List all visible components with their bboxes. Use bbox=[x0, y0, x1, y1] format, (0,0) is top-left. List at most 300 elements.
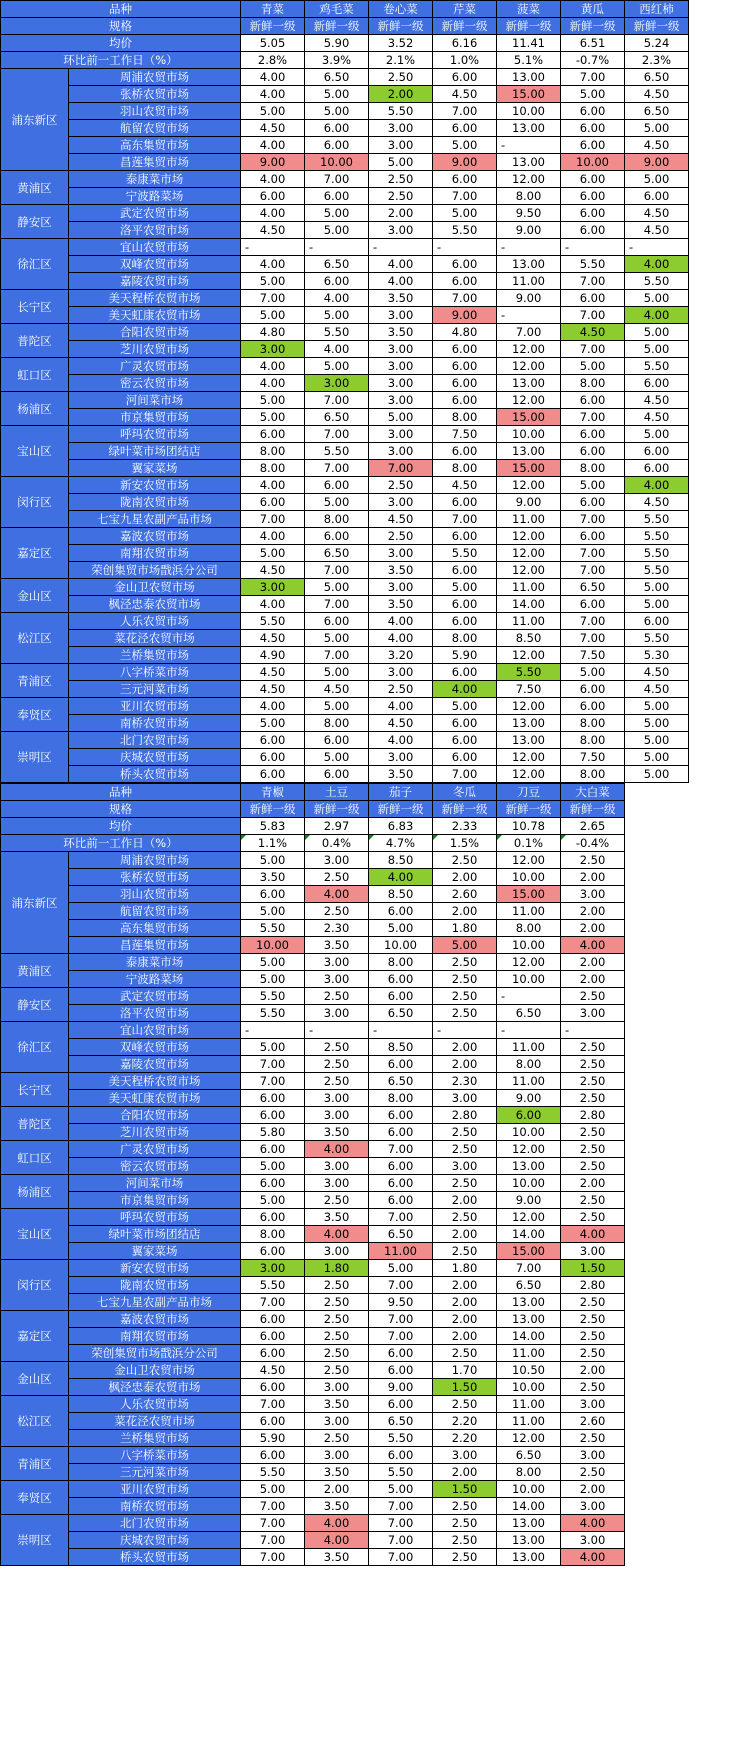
price-cell: 4.00 bbox=[241, 596, 305, 613]
price-cell: 8.00 bbox=[241, 460, 305, 477]
market-row bbox=[1, 1192, 689, 1209]
price-cell: 4.00 bbox=[305, 1226, 369, 1243]
price-cell: 12.00 bbox=[497, 562, 561, 579]
empty-cell bbox=[625, 1243, 689, 1260]
price-cell: 3.20 bbox=[369, 647, 433, 664]
price-cell: 2.50 bbox=[433, 1243, 497, 1260]
price-cell: 4.00 bbox=[369, 698, 433, 715]
market-row bbox=[1, 205, 689, 222]
market-name: 陇南农贸市场 bbox=[69, 494, 241, 511]
district-label: 奉贤区 bbox=[1, 698, 69, 732]
market-row bbox=[1, 1396, 689, 1413]
item-header: 青菜 bbox=[241, 1, 305, 18]
price-cell: 5.00 bbox=[625, 596, 689, 613]
market-row bbox=[1, 511, 689, 528]
price-cell: 1.50 bbox=[561, 1260, 625, 1277]
market-row bbox=[1, 171, 689, 188]
price-cell: 7.00 bbox=[369, 460, 433, 477]
price-cell: 7.00 bbox=[305, 562, 369, 579]
price-cell: 3.00 bbox=[369, 358, 433, 375]
empty-cell bbox=[625, 1447, 689, 1464]
price-cell: 10.00 bbox=[497, 937, 561, 954]
spec-cell: 新鲜一级 bbox=[241, 18, 305, 35]
price-cell: 10.00 bbox=[497, 971, 561, 988]
price-cell: 6.00 bbox=[625, 613, 689, 630]
price-cell: 12.00 bbox=[497, 698, 561, 715]
district-label: 长宁区 bbox=[1, 290, 69, 324]
price-cell: 13.00 bbox=[497, 1549, 561, 1566]
average-label: 均价 bbox=[1, 818, 241, 835]
price-cell: 2.50 bbox=[369, 171, 433, 188]
change-cell: 0.4% bbox=[305, 835, 369, 852]
market-name: 张桥农贸市场 bbox=[69, 86, 241, 103]
price-cell: 9.00 bbox=[497, 494, 561, 511]
price-cell: 9.00 bbox=[369, 1379, 433, 1396]
price-cell: 2.50 bbox=[561, 852, 625, 869]
price-cell: 7.50 bbox=[497, 681, 561, 698]
market-row bbox=[1, 869, 689, 886]
market-name: 七宝九星农副产品市场 bbox=[69, 511, 241, 528]
price-cell: 11.00 bbox=[369, 1243, 433, 1260]
price-cell: 4.50 bbox=[625, 137, 689, 154]
change-row bbox=[1, 52, 689, 69]
price-cell: 7.00 bbox=[241, 1532, 305, 1549]
price-cell: - bbox=[561, 239, 625, 256]
price-cell: 3.00 bbox=[305, 1175, 369, 1192]
average-cell: 5.83 bbox=[241, 818, 305, 835]
price-cell: 3.50 bbox=[305, 1498, 369, 1515]
price-cell: 6.00 bbox=[241, 1141, 305, 1158]
empty-cell bbox=[625, 1430, 689, 1447]
price-cell: 2.50 bbox=[369, 69, 433, 86]
price-cell: 3.00 bbox=[241, 579, 305, 596]
price-cell: 5.50 bbox=[241, 1005, 305, 1022]
market-row bbox=[1, 1141, 689, 1158]
price-cell: 4.50 bbox=[625, 222, 689, 239]
price-cell: 4.00 bbox=[241, 69, 305, 86]
price-cell: 3.00 bbox=[305, 1158, 369, 1175]
price-cell: 6.00 bbox=[369, 903, 433, 920]
price-cell: 2.50 bbox=[561, 1158, 625, 1175]
market-row bbox=[1, 154, 689, 171]
price-cell: 6.50 bbox=[305, 69, 369, 86]
spec-label: 规格 bbox=[1, 18, 241, 35]
spec-cell: 新鲜一级 bbox=[625, 18, 689, 35]
price-cell: 13.00 bbox=[497, 443, 561, 460]
market-name: 陇南农贸市场 bbox=[69, 1277, 241, 1294]
price-cell: 2.00 bbox=[561, 1175, 625, 1192]
price-cell: 2.50 bbox=[433, 1498, 497, 1515]
price-cell: 4.00 bbox=[241, 358, 305, 375]
price-cell: 5.50 bbox=[625, 528, 689, 545]
market-name: 庆城农贸市场 bbox=[69, 1532, 241, 1549]
market-row bbox=[1, 120, 689, 137]
price-cell: 3.50 bbox=[369, 766, 433, 783]
price-cell: 7.00 bbox=[433, 188, 497, 205]
price-cell: 10.00 bbox=[561, 154, 625, 171]
price-cell: 5.50 bbox=[433, 545, 497, 562]
market-row bbox=[1, 886, 689, 903]
district-label: 嘉定区 bbox=[1, 1311, 69, 1362]
price-cell: 5.50 bbox=[625, 511, 689, 528]
price-cell: 3.00 bbox=[561, 886, 625, 903]
price-cell: 12.00 bbox=[497, 1209, 561, 1226]
price-cell: 6.00 bbox=[433, 341, 497, 358]
price-cell: 3.00 bbox=[305, 971, 369, 988]
price-cell: 10.00 bbox=[497, 1175, 561, 1192]
price-cell: 5.50 bbox=[625, 273, 689, 290]
price-cell: 13.00 bbox=[497, 715, 561, 732]
price-cell: 4.00 bbox=[625, 477, 689, 494]
price-cell: 6.00 bbox=[561, 392, 625, 409]
price-cell: 7.00 bbox=[561, 545, 625, 562]
price-cell: 13.00 bbox=[497, 1294, 561, 1311]
market-row bbox=[1, 562, 689, 579]
market-row bbox=[1, 1175, 689, 1192]
price-cell: 8.00 bbox=[561, 715, 625, 732]
price-cell: 7.00 bbox=[241, 1073, 305, 1090]
market-row bbox=[1, 647, 689, 664]
price-cell: 6.00 bbox=[241, 1243, 305, 1260]
empty-cell bbox=[625, 869, 689, 886]
average-row bbox=[1, 818, 689, 835]
price-cell: 6.00 bbox=[561, 698, 625, 715]
price-cell: 4.00 bbox=[625, 307, 689, 324]
price-cell: - bbox=[497, 137, 561, 154]
price-cell: 5.00 bbox=[305, 86, 369, 103]
market-row bbox=[1, 222, 689, 239]
market-row bbox=[1, 290, 689, 307]
price-cell: 3.00 bbox=[369, 392, 433, 409]
price-cell: 6.00 bbox=[241, 886, 305, 903]
market-name: 高东集贸市场 bbox=[69, 920, 241, 937]
market-row bbox=[1, 103, 689, 120]
market-name: 羽山农贸市场 bbox=[69, 103, 241, 120]
price-cell: 2.00 bbox=[433, 1294, 497, 1311]
price-cell: 2.50 bbox=[305, 1345, 369, 1362]
price-cell: 6.00 bbox=[433, 528, 497, 545]
price-cell: 2.50 bbox=[305, 1294, 369, 1311]
market-row bbox=[1, 1277, 689, 1294]
price-cell: 7.00 bbox=[241, 511, 305, 528]
item-header: 西红柿 bbox=[625, 1, 689, 18]
price-cell: - bbox=[433, 1022, 497, 1039]
price-cell: 10.00 bbox=[369, 937, 433, 954]
price-cell: 4.00 bbox=[369, 732, 433, 749]
empty-cell bbox=[625, 835, 689, 852]
market-row bbox=[1, 86, 689, 103]
market-row bbox=[1, 1243, 689, 1260]
price-cell: 4.50 bbox=[625, 86, 689, 103]
district-label: 嘉定区 bbox=[1, 528, 69, 579]
market-row bbox=[1, 1328, 689, 1345]
price-cell: 2.50 bbox=[305, 988, 369, 1005]
price-cell: 12.00 bbox=[497, 545, 561, 562]
variety-header: 品种 bbox=[1, 784, 241, 801]
market-name: 美天程桥农贸市场 bbox=[69, 1073, 241, 1090]
price-cell: 5.00 bbox=[305, 664, 369, 681]
spec-cell: 新鲜一级 bbox=[497, 18, 561, 35]
price-cell: 3.00 bbox=[561, 1532, 625, 1549]
price-cell: 2.50 bbox=[433, 1532, 497, 1549]
price-cell: 6.00 bbox=[369, 1124, 433, 1141]
price-cell: 4.50 bbox=[625, 664, 689, 681]
market-name: 美天程桥农贸市场 bbox=[69, 290, 241, 307]
price-cell: 7.00 bbox=[369, 1311, 433, 1328]
market-name: 呼玛农贸市场 bbox=[69, 426, 241, 443]
market-name: 洛平农贸市场 bbox=[69, 222, 241, 239]
change-cell: -0.7% bbox=[561, 52, 625, 69]
price-cell: 11.00 bbox=[497, 613, 561, 630]
price-cell: 11.00 bbox=[497, 1039, 561, 1056]
price-cell: 14.00 bbox=[497, 1328, 561, 1345]
district-label: 黄浦区 bbox=[1, 954, 69, 988]
price-cell: 4.50 bbox=[241, 1362, 305, 1379]
price-cell: 2.00 bbox=[433, 1056, 497, 1073]
price-cell: 7.00 bbox=[497, 324, 561, 341]
average-cell: 2.65 bbox=[561, 818, 625, 835]
price-cell: 5.50 bbox=[241, 920, 305, 937]
market-row bbox=[1, 1413, 689, 1430]
price-cell: 11.00 bbox=[497, 903, 561, 920]
price-cell: 11.00 bbox=[497, 1073, 561, 1090]
market-name: 桥头农贸市场 bbox=[69, 1549, 241, 1566]
average-row bbox=[1, 35, 689, 52]
price-cell: 3.00 bbox=[241, 1260, 305, 1277]
price-cell: 7.00 bbox=[241, 1294, 305, 1311]
price-cell: 5.00 bbox=[241, 103, 305, 120]
price-cell: 6.00 bbox=[433, 596, 497, 613]
market-name: 航留农贸市场 bbox=[69, 903, 241, 920]
spec-cell: 新鲜一级 bbox=[369, 18, 433, 35]
price-cell: 4.80 bbox=[241, 324, 305, 341]
price-cell: 10.00 bbox=[305, 154, 369, 171]
market-name: 张桥农贸市场 bbox=[69, 869, 241, 886]
price-cell: 8.00 bbox=[369, 1090, 433, 1107]
market-row bbox=[1, 239, 689, 256]
price-cell: 8.00 bbox=[433, 460, 497, 477]
empty-cell bbox=[625, 971, 689, 988]
district-label: 黄浦区 bbox=[1, 171, 69, 205]
price-cell: 6.00 bbox=[561, 596, 625, 613]
price-cell: - bbox=[369, 239, 433, 256]
item-header: 茄子 bbox=[369, 784, 433, 801]
market-name: 武定农贸市场 bbox=[69, 205, 241, 222]
price-cell: 6.00 bbox=[305, 477, 369, 494]
market-row bbox=[1, 988, 689, 1005]
market-name: 七宝九星农副产品市场 bbox=[69, 1294, 241, 1311]
price-cell: 4.00 bbox=[561, 937, 625, 954]
price-cell: 6.00 bbox=[561, 681, 625, 698]
price-cell: 3.50 bbox=[305, 1209, 369, 1226]
average-cell: 6.83 bbox=[369, 818, 433, 835]
spec-cell: 新鲜一级 bbox=[369, 801, 433, 818]
price-cell: 8.00 bbox=[561, 375, 625, 392]
price-cell: 7.00 bbox=[369, 1141, 433, 1158]
market-row bbox=[1, 1209, 689, 1226]
market-row bbox=[1, 69, 689, 86]
district-label: 崇明区 bbox=[1, 1515, 69, 1566]
price-cell: 2.60 bbox=[561, 1413, 625, 1430]
market-row bbox=[1, 630, 689, 647]
price-cell: 2.20 bbox=[433, 1413, 497, 1430]
empty-cell bbox=[625, 1549, 689, 1566]
price-cell: 6.50 bbox=[497, 1447, 561, 1464]
price-cell: 2.50 bbox=[561, 1345, 625, 1362]
price-cell: 4.50 bbox=[241, 664, 305, 681]
district-label: 松江区 bbox=[1, 613, 69, 664]
price-cell: 2.50 bbox=[433, 988, 497, 1005]
price-cell: 10.00 bbox=[497, 1124, 561, 1141]
price-cell: 5.50 bbox=[433, 222, 497, 239]
price-cell: 7.00 bbox=[433, 766, 497, 783]
market-row bbox=[1, 375, 689, 392]
market-name: 庆城农贸市场 bbox=[69, 749, 241, 766]
price-cell: 3.00 bbox=[305, 1090, 369, 1107]
price-cell: 4.50 bbox=[433, 477, 497, 494]
price-cell: 7.00 bbox=[241, 1549, 305, 1566]
price-cell: 3.50 bbox=[305, 937, 369, 954]
price-cell: 9.00 bbox=[433, 154, 497, 171]
empty-cell bbox=[625, 1209, 689, 1226]
spec-cell: 新鲜一级 bbox=[497, 801, 561, 818]
market-row bbox=[1, 664, 689, 681]
price-cell: 2.50 bbox=[369, 528, 433, 545]
price-cell: 6.00 bbox=[241, 1311, 305, 1328]
item-header: 黄瓜 bbox=[561, 1, 625, 18]
price-cell: 5.00 bbox=[241, 852, 305, 869]
price-cell: 4.00 bbox=[305, 1532, 369, 1549]
price-cell: 6.00 bbox=[497, 1107, 561, 1124]
average-cell: 6.16 bbox=[433, 35, 497, 52]
price-cell: 9.00 bbox=[497, 1192, 561, 1209]
market-row bbox=[1, 1549, 689, 1566]
header-row bbox=[1, 784, 689, 801]
market-name: 金山卫农贸市场 bbox=[69, 579, 241, 596]
price-cell: 6.00 bbox=[241, 1413, 305, 1430]
price-cell: 6.00 bbox=[241, 749, 305, 766]
price-cell: 8.00 bbox=[561, 732, 625, 749]
price-cell: 6.00 bbox=[561, 103, 625, 120]
price-cell: 9.00 bbox=[497, 222, 561, 239]
price-cell: 12.00 bbox=[497, 392, 561, 409]
price-cell: 7.00 bbox=[561, 613, 625, 630]
price-cell: 6.00 bbox=[369, 1158, 433, 1175]
price-cell: 10.00 bbox=[497, 426, 561, 443]
district-label: 宝山区 bbox=[1, 1209, 69, 1260]
price-cell: 11.00 bbox=[497, 1345, 561, 1362]
market-row bbox=[1, 613, 689, 630]
price-cell: 8.00 bbox=[369, 954, 433, 971]
price-cell: 5.00 bbox=[305, 205, 369, 222]
price-cell: - bbox=[305, 239, 369, 256]
empty-cell bbox=[625, 1107, 689, 1124]
price-cell: 12.00 bbox=[497, 1141, 561, 1158]
price-cell: 2.50 bbox=[433, 1209, 497, 1226]
price-cell: 6.50 bbox=[369, 1413, 433, 1430]
market-name: 昌莲集贸市场 bbox=[69, 154, 241, 171]
price-cell: 6.50 bbox=[305, 256, 369, 273]
average-cell: 2.33 bbox=[433, 818, 497, 835]
district-label: 浦东新区 bbox=[1, 69, 69, 171]
price-cell: 3.50 bbox=[305, 1396, 369, 1413]
price-cell: 3.00 bbox=[305, 1107, 369, 1124]
empty-cell bbox=[625, 1379, 689, 1396]
empty-cell bbox=[625, 937, 689, 954]
price-cell: 6.00 bbox=[241, 1447, 305, 1464]
price-cell: 3.00 bbox=[369, 579, 433, 596]
district-label: 宝山区 bbox=[1, 426, 69, 477]
market-name: 金山卫农贸市场 bbox=[69, 1362, 241, 1379]
empty-cell bbox=[625, 1396, 689, 1413]
market-name: 亚川农贸市场 bbox=[69, 698, 241, 715]
price-cell: 3.00 bbox=[305, 1005, 369, 1022]
market-row bbox=[1, 137, 689, 154]
price-cell: 5.00 bbox=[433, 205, 497, 222]
price-cell: 5.00 bbox=[625, 732, 689, 749]
market-name: 河间菜市场 bbox=[69, 1175, 241, 1192]
price-cell: 2.50 bbox=[433, 1345, 497, 1362]
price-cell: 5.50 bbox=[369, 103, 433, 120]
price-cell: 3.00 bbox=[305, 1413, 369, 1430]
price-cell: 5.00 bbox=[241, 1481, 305, 1498]
price-cell: 4.00 bbox=[241, 375, 305, 392]
market-name: 枫泾忠泰农贸市场 bbox=[69, 596, 241, 613]
price-cell: 6.00 bbox=[241, 494, 305, 511]
market-name: 航留农贸市场 bbox=[69, 120, 241, 137]
price-cell: 15.00 bbox=[497, 409, 561, 426]
district-label: 杨浦区 bbox=[1, 1175, 69, 1209]
market-row bbox=[1, 1311, 689, 1328]
price-cell: 2.50 bbox=[561, 988, 625, 1005]
price-cell: 4.50 bbox=[241, 562, 305, 579]
price-cell: 7.50 bbox=[561, 647, 625, 664]
price-cell: 8.00 bbox=[305, 511, 369, 528]
market-name: 宁波路菜场 bbox=[69, 971, 241, 988]
price-cell: 12.00 bbox=[497, 171, 561, 188]
district-label: 静安区 bbox=[1, 988, 69, 1022]
price-cell: 2.50 bbox=[305, 1039, 369, 1056]
price-cell: 5.00 bbox=[433, 937, 497, 954]
price-cell: 5.00 bbox=[561, 358, 625, 375]
market-name: 宜山农贸市场 bbox=[69, 1022, 241, 1039]
price-cell: 6.00 bbox=[369, 1056, 433, 1073]
price-cell: 3.50 bbox=[305, 1124, 369, 1141]
price-cell: 3.00 bbox=[369, 664, 433, 681]
change-cell: 1.0% bbox=[433, 52, 497, 69]
price-cell: 6.00 bbox=[561, 290, 625, 307]
price-cell: 5.50 bbox=[497, 664, 561, 681]
market-row bbox=[1, 1532, 689, 1549]
price-cell: 15.00 bbox=[497, 86, 561, 103]
change-cell: -0.4% bbox=[561, 835, 625, 852]
district-label: 徐汇区 bbox=[1, 1022, 69, 1073]
market-name: 周浦农贸市场 bbox=[69, 69, 241, 86]
price-cell: 5.00 bbox=[369, 920, 433, 937]
price-cell: 2.50 bbox=[561, 1294, 625, 1311]
price-cell: 5.00 bbox=[241, 545, 305, 562]
spec-label: 规格 bbox=[1, 801, 241, 818]
price-cell: 6.00 bbox=[433, 443, 497, 460]
market-row bbox=[1, 903, 689, 920]
price-cell: 5.00 bbox=[241, 1039, 305, 1056]
market-row bbox=[1, 1447, 689, 1464]
market-name: 广灵农贸市场 bbox=[69, 358, 241, 375]
price-cell: 4.50 bbox=[369, 511, 433, 528]
item-header: 菠菜 bbox=[497, 1, 561, 18]
price-cell: 5.30 bbox=[625, 647, 689, 664]
price-cell: 5.00 bbox=[305, 222, 369, 239]
